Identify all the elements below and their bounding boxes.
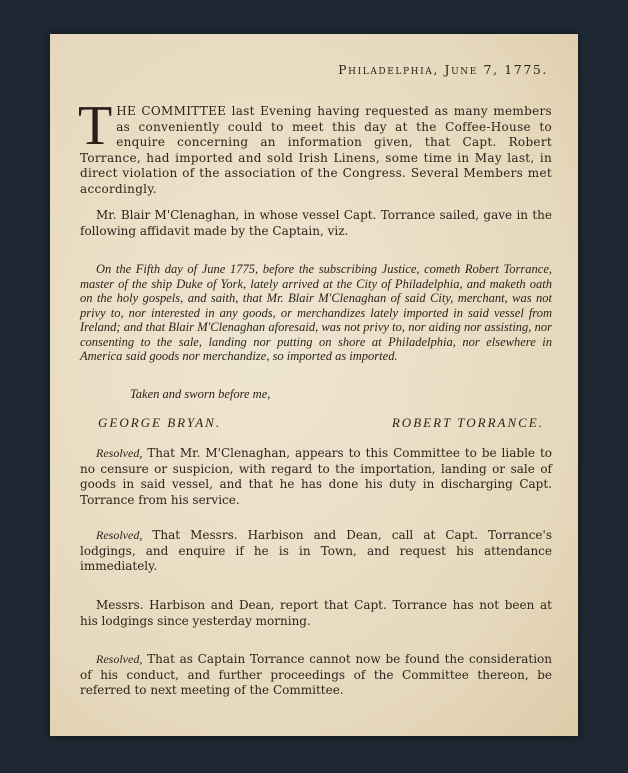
intro-text: HE COMMITTEE last Evening having requested as many members as conveniently could to meet this day at the Coffee-House to enquire concerning an information given, that Capt. Robert Torrance, had imported and sold Irish Linens, some time in May last, in direct violation of the association of the Congress. Several Members met accordingly. bbox=[80, 104, 552, 196]
intro-paragraph bbox=[78, 95, 552, 197]
affidavit-paragraph: On the Fifth day of June 1775, before the subscribing Justice, cometh Robert Torrance, master of the ship Duke of York, lately arrived at the City of Philadelphia, and maketh oath on the holy gospels, and saith, that Mr. Blair M'Clenaghan of said City, merchant, was not privy to, nor interested in any goods, or merchandizes lately imported in said vessel from Ireland; and that Blair M'Clenaghan aforesaid, was not privy to, nor aiding nor assisting, nor consenting to the sale, landing nor putting on shore at Philadelphia, nor elsewhere in America said goods nor merchandize, so imported as imported. bbox=[80, 262, 552, 363]
report-paragraph: Messrs. Harbison and Dean, report that Capt. Torrance has not been at his lodgings since yesterday morning. bbox=[80, 598, 552, 628]
dateline: Philadelphia, June 7, 1775. bbox=[338, 62, 548, 77]
resolution-2 bbox=[80, 528, 552, 575]
sworn-line: Taken and sworn before me, bbox=[130, 387, 271, 401]
resolution-1-text: That Mr. M'Clenaghan, appears to this Committee to be liable to no censure or suspicion, with regard to the importation, landing or sale of goods in said vessel, and that he has done his duty in discharging Capt. Torrance from his service. bbox=[80, 446, 552, 507]
signature-george-bryan: GEORGE BRYAN. bbox=[98, 415, 222, 430]
signature-robert-torrance: ROBERT TORRANCE. bbox=[391, 415, 544, 430]
drop-cap: T bbox=[78, 95, 113, 157]
resolution-3-text: That as Captain Torrance cannot now be found the consideration of his conduct, and further proceedings of the Committee thereon, be referred to next meeting of the Committee. bbox=[80, 652, 552, 697]
resolution-3 bbox=[80, 652, 552, 699]
resolved-label: Resolved, bbox=[96, 652, 143, 666]
broadside-page bbox=[50, 34, 578, 736]
blair-paragraph: Mr. Blair M'Clenaghan, in whose vessel Capt. Torrance sailed, gave in the following affidavit made by the Captain, viz. bbox=[80, 208, 552, 238]
resolved-label: Resolved, bbox=[96, 528, 143, 542]
resolution-1 bbox=[80, 446, 552, 508]
resolution-2-text: That Messrs. Harbison and Dean, call at Capt. Torrance's lodgings, and enquire if he is in Town, and request his attendance immediately. bbox=[80, 528, 552, 573]
resolved-label: Resolved, bbox=[96, 446, 143, 460]
